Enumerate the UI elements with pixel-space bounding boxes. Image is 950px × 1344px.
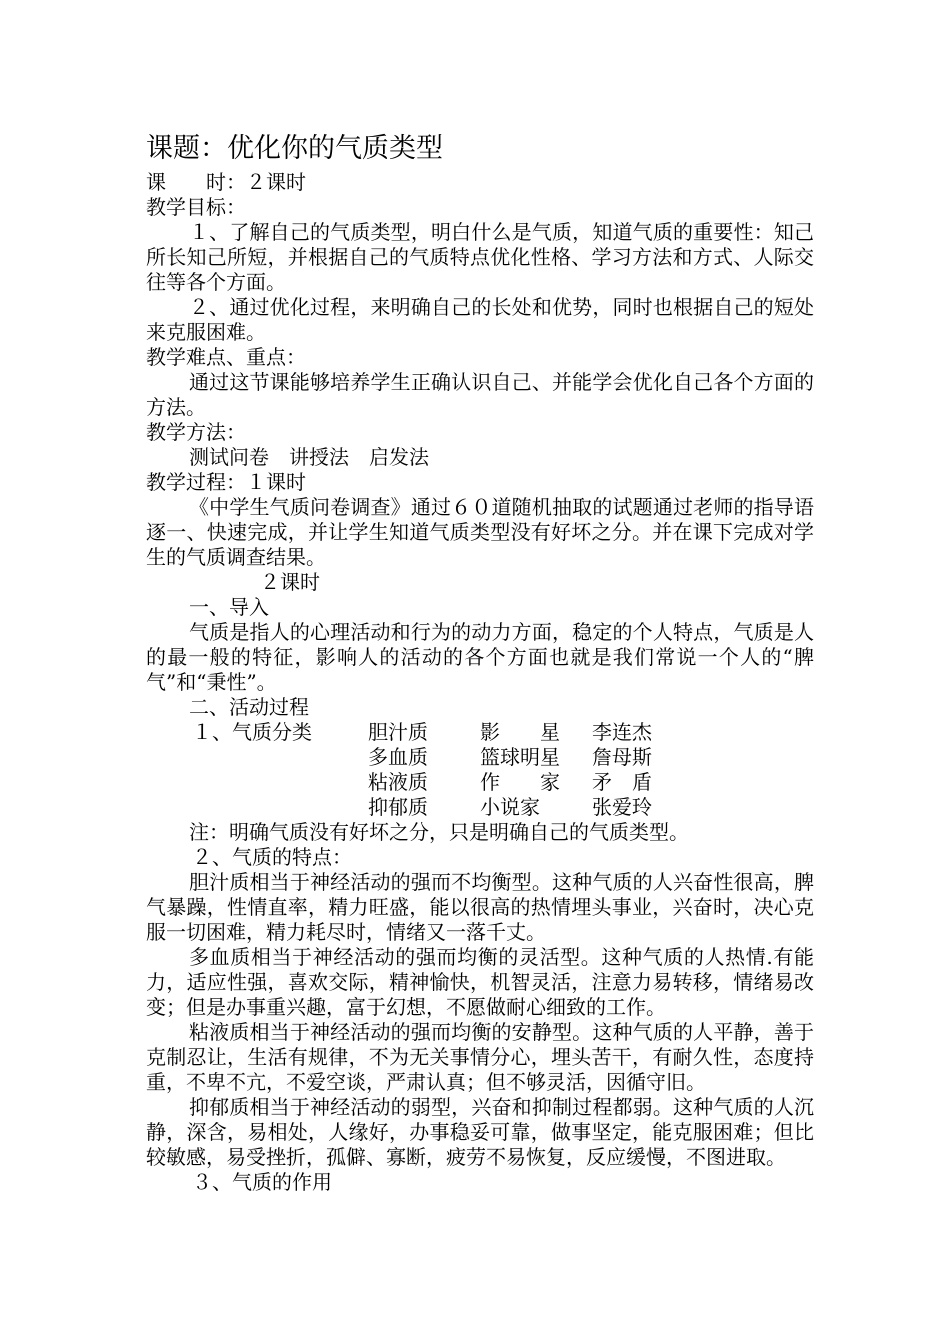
- temperament-person: 李连杰: [592, 720, 652, 744]
- note: 注：明确气质没有好坏之分，只是明确自己的气质类型。: [189, 820, 689, 844]
- temperament-person: 矛 盾: [592, 770, 652, 794]
- intro-heading: 一、导入: [189, 595, 269, 619]
- process-heading: 教学过程：１课时: [146, 470, 306, 494]
- second-hour: ２课时: [260, 570, 320, 594]
- role-heading: ３、气质的作用: [192, 1170, 332, 1194]
- document-page: [146, 132, 814, 1195]
- feature-melancholic: 抑郁质相当于神经活动的弱型，兴奋和抑制过程都弱。这种气质的人沉静，深含，易相处，人缘好，办事稳妥可靠，做事坚定，能克服困难；但比较敏感，易受挫折，孤僻、寡断，疲劳不易恢复，反应缓慢，不图进取。: [146, 1095, 814, 1169]
- temperament-type: 胆汁质: [368, 720, 428, 744]
- feature-sanguine: 多血质相当于神经活动的强而均衡的灵活型。这种气质的人热情.有能力，适应性强，喜欢交际，精神愉快，机智灵活，注意力易转移，情绪易改变；但是办事重兴趣，富于幻想，不愿做耐心细致的工作。: [146, 945, 814, 1019]
- key-heading: 教学难点、重点：: [146, 345, 306, 369]
- features-heading: ２、气质的特点：: [192, 845, 352, 869]
- temperament-category: 影 星: [480, 720, 560, 744]
- feature-phlegmatic: 粘液质相当于神经活动的强而均衡的安静型。这种气质的人平静，善于克制忍让，生活有规律，不为无关事情分心，埋头苦干，有耐久性，态度持重，不卑不亢，不爱空谈，严肃认真；但不够灵活，因循守旧。: [146, 1020, 814, 1094]
- temperament-category: 篮球明星: [480, 745, 560, 769]
- temperament-person: 张爱玲: [592, 795, 652, 819]
- temperament-category: 作 家: [480, 770, 560, 794]
- classification-row: [146, 770, 814, 795]
- feature-choleric: 胆汁质相当于神经活动的强而不均衡型。这种气质的人兴奋性很高，脾气暴躁，性情直率，精力旺盛，能以很高的热情埋头事业，兴奋时，决心克服一切困难，精力耗尽时，情绪又一落千丈。: [146, 870, 814, 944]
- process-text: 《中学生气质问卷调查》通过６０道随机抽取的试题通过老师的指导语逐一、快速完成，并让学生知道气质类型没有好坏之分。并在课下完成对学生的气质调查结果。: [146, 495, 814, 569]
- activity-heading: 二、活动过程: [189, 695, 309, 719]
- temperament-person: 詹母斯: [592, 745, 652, 769]
- methods-heading: 教学方法：: [146, 420, 246, 444]
- classification-row: [146, 795, 814, 820]
- classification-row: [146, 720, 814, 745]
- page-title: 课题：优化你的气质类型: [146, 133, 443, 164]
- methods-text: 测试问卷 讲授法 启发法: [189, 445, 429, 469]
- intro-text: 气质是指人的心理活动和行为的动力方面，稳定的个人特点，气质是人的最一般的特征，影响人的活动的各个方面也就是我们常说一个人的“脾气”和“秉性”。: [146, 620, 814, 694]
- classification-label: １、气质分类: [192, 720, 312, 744]
- key-text: 通过这节课能够培养学生正确认识自己、并能学会优化自己各个方面的方法。: [146, 370, 814, 419]
- goal-1: １、了解自己的气质类型，明白什么是气质，知道气质的重要性：知己所长知己所短，并根据自己的气质特点优化性格、学习方法和方式、人际交往等各个方面。: [146, 220, 814, 294]
- classification-row: [146, 745, 814, 770]
- temperament-type: 多血质: [368, 745, 428, 769]
- temperament-category: 小说家: [480, 795, 540, 819]
- temperament-type: 粘液质: [368, 770, 428, 794]
- temperament-type: 抑郁质: [368, 795, 428, 819]
- class-hours: 课 时：２课时: [146, 170, 306, 194]
- goal-2: ２、通过优化过程，来明确自己的长处和优势，同时也根据自己的短处来克服困难。: [146, 295, 814, 344]
- goals-heading: 教学目标：: [146, 195, 246, 219]
